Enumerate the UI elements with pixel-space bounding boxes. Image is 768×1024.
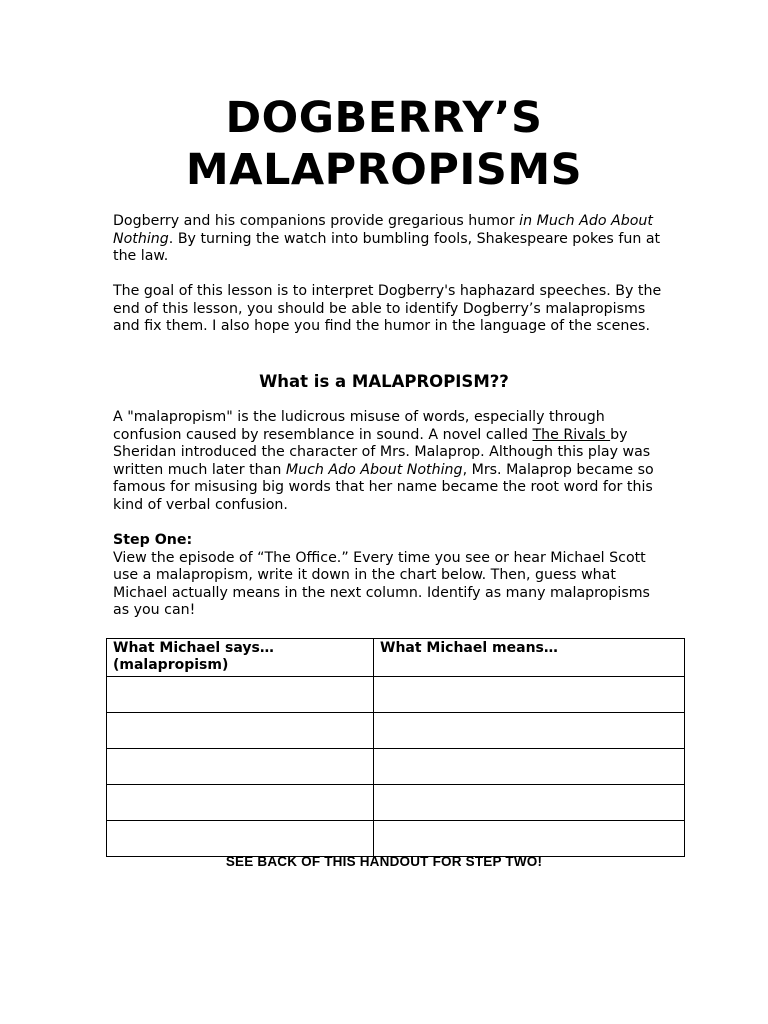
goal-text: The goal of this lesson is to interpret Dogberry's haphazard speeches. By the end of this lesson, you should be able to identify Dogberry’s malapropisms and fix them. I also hope you find the humor in the language of the scenes. — [113, 283, 662, 335]
chart-cell-says[interactable] — [107, 749, 374, 785]
step-one-label: Step One: — [113, 532, 193, 548]
chart-cell-means[interactable] — [374, 821, 685, 857]
definition-italic-title: Much Ado About Nothing — [285, 461, 463, 478]
chart-blank-row — [107, 785, 685, 821]
definition-text-3: , Mrs. Malaprop became so famous for misusing big words that her name became the root word for this kind of verbal confusion. — [113, 461, 654, 513]
chart-header-row — [107, 639, 685, 677]
chart-header-says-line-1: What Michael says… — [113, 640, 274, 656]
definition-underlined-title: The Rivals — [532, 426, 611, 443]
malapropism-chart — [106, 638, 685, 857]
chart-header-says-line-2: (malapropism) — [113, 657, 229, 673]
chart-cell-means[interactable] — [374, 677, 685, 713]
chart-cell-says[interactable] — [107, 677, 374, 713]
chart-cell-means[interactable] — [374, 749, 685, 785]
definition-text-1: A "malapropism" is the ludicrous misuse of words, especially through confusion caused by resemblance in sound. A novel called — [113, 409, 605, 443]
intro-text-1: Dogberry and his companions provide gregarious humor — [113, 213, 520, 229]
page-title — [0, 92, 768, 196]
chart-blank-row — [107, 677, 685, 713]
title-line-1: DOGBERRY’S — [225, 93, 543, 143]
chart-blank-row — [107, 713, 685, 749]
footer-note: SEE BACK OF THIS HANDOUT FOR STEP TWO! — [225, 854, 543, 869]
intro-paragraph — [113, 213, 663, 266]
chart-blank-row — [107, 821, 685, 857]
chart-header-means: What Michael means… — [374, 639, 685, 677]
chart-cell-says[interactable] — [107, 821, 374, 857]
step-one-instructions: View the episode of “The Office.” Every time you see or hear Michael Scott use a malapropism, write it down in the chart below. Then, guess what Michael actually means in the next column. Identify as many malapropisms as you can! — [113, 549, 650, 619]
chart-cell-says[interactable] — [107, 713, 374, 749]
step-one-section — [113, 532, 663, 620]
chart-cell-says[interactable] — [107, 785, 374, 821]
chart-blank-row — [107, 749, 685, 785]
intro-italic-title: in Much Ado About Nothing — [113, 213, 653, 247]
section-heading: What is a MALAPROPISM?? — [259, 372, 509, 391]
chart-header-says — [107, 639, 374, 677]
definition-paragraph — [113, 409, 663, 515]
chart-cell-means[interactable] — [374, 713, 685, 749]
intro-text-2: . By turning the watch into bumbling fools, Shakespeare pokes fun at the law. — [113, 230, 661, 265]
title-line-2: MALAPROPISMS — [185, 145, 583, 195]
goal-paragraph — [113, 283, 663, 336]
chart-cell-means[interactable] — [374, 785, 685, 821]
definition-text-2: by Sheridan introduced the character of Mrs. Malaprop. Although this play was written much later than — [113, 426, 651, 478]
